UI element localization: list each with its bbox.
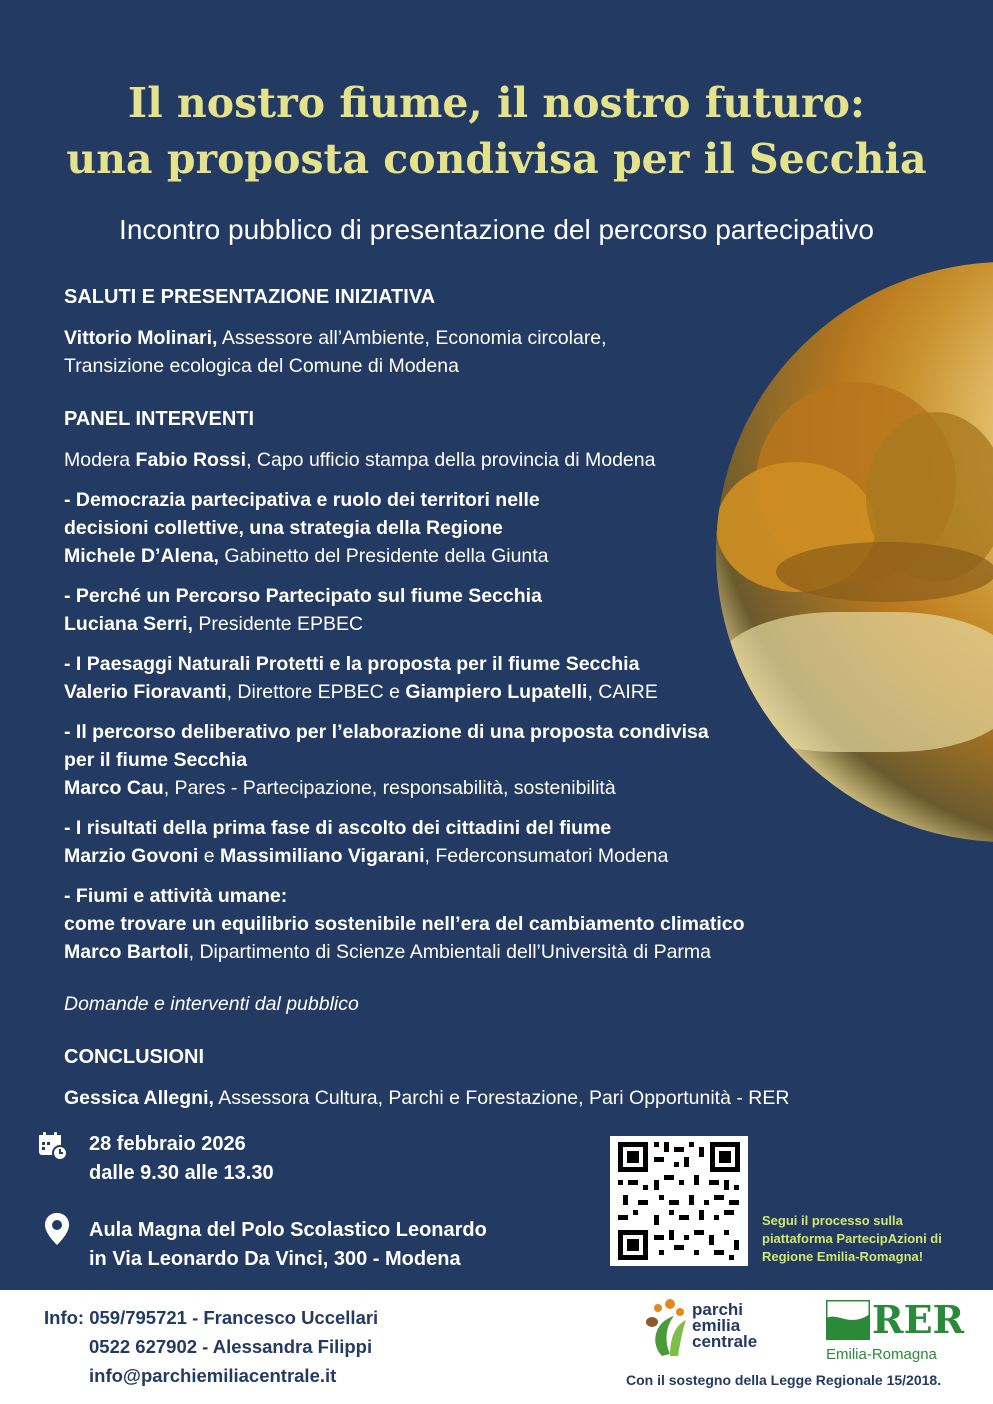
questions-note: Domande e interventi dal pubblico [64,993,359,1015]
event-date: 28 febbraio 2026 [89,1133,246,1155]
river-landscape-image [716,262,993,842]
qr-code[interactable] [610,1136,748,1266]
panel-talk-5: - I risultati della prima fase di ascolto dei cittadini del fiume Marzio Govoni e Massimiliano Vigarani, Federconsumatori Modena [64,817,669,867]
calendar-clock-icon [38,1131,68,1166]
location-pin-icon [44,1212,70,1251]
title-line-2: una proposta condivisa per il Secchia [66,135,927,183]
saluti-heading: SALUTI E PRESENTAZIONE INIZIATIVA [64,286,436,308]
info-email[interactable]: info@parchiemiliacentrale.it [89,1365,337,1386]
footer [0,1290,993,1404]
panel-talk-3: - I Paesaggi Naturali Protetti e la proposta per il fiume Secchia Valerio Fioravanti, Direttore EPBEC e Giampiero Lupatelli, CAIRE [64,653,658,703]
panel-talk-1: - Democrazia partecipativa e ruolo dei territori nelle decisioni collettive, una strategia della Regione Michele D’Alena, Gabinetto del Presidente della Giunta [64,489,549,567]
conclusioni-heading: CONCLUSIONI [64,1046,204,1068]
conclusioni-speaker: Gessica Allegni, Assessora Cultura, Parchi e Forestazione, Pari Opportunità - RER [64,1087,790,1109]
panel-moderator: Modera Fabio Rossi, Capo ufficio stampa della provincia di Modena [64,449,656,471]
panel-heading: PANEL INTERVENTI [64,408,255,430]
event-place-line-1: Aula Magna del Polo Scolastico Leonardo [89,1219,487,1241]
subtitle: Incontro pubblico di presentazione del percorso partecipativo [119,214,874,245]
parchi-emilia-centrale-logo: parchi emilia centrale [640,1296,790,1362]
panel-talk-2: - Perché un Percorso Partecipato sul fiume Secchia Luciana Serri, Presidente EPBEC [64,585,542,635]
title-line-1: Il nostro fiume, il nostro futuro: [127,79,866,127]
event-place-line-2: in Via Leonardo Da Vinci, 300 - Modena [89,1248,461,1270]
panel-talk-4: - Il percorso deliberativo per l’elaborazione di una proposta condivisa per il fiume Secchia Marco Cau, Pares - Partecipazione, responsabilità, sostenibilità [64,721,709,799]
info-phone-2: 0522 627902 - Alessandra Filippi [89,1336,373,1357]
rer-logo: RER Emilia-Romagna [826,1297,965,1363]
saluti-speaker: Vittorio Molinari, Assessore all’Ambiente, Economia circolare, Transizione ecologica del Comune di Modena [64,327,607,377]
event-time: dalle 9.30 alle 13.30 [89,1162,274,1184]
panel-talk-6: - Fiumi e attività umane: come trovare un equilibrio sostenibile nell’era del cambiamento climatico Marco Bartoli, Dipartimento di Scienze Ambientali dell’Università di Parma [64,885,745,963]
support-note: Con il sostegno della Legge Regionale 15/2018. [626,1372,942,1388]
qr-caption: Segui il processo sulla piattaforma PartecipAzioni di Regione Emilia-Romagna! [762,1213,942,1264]
info-phone-1: Info: 059/795721 - Francesco Uccellari [44,1307,379,1328]
